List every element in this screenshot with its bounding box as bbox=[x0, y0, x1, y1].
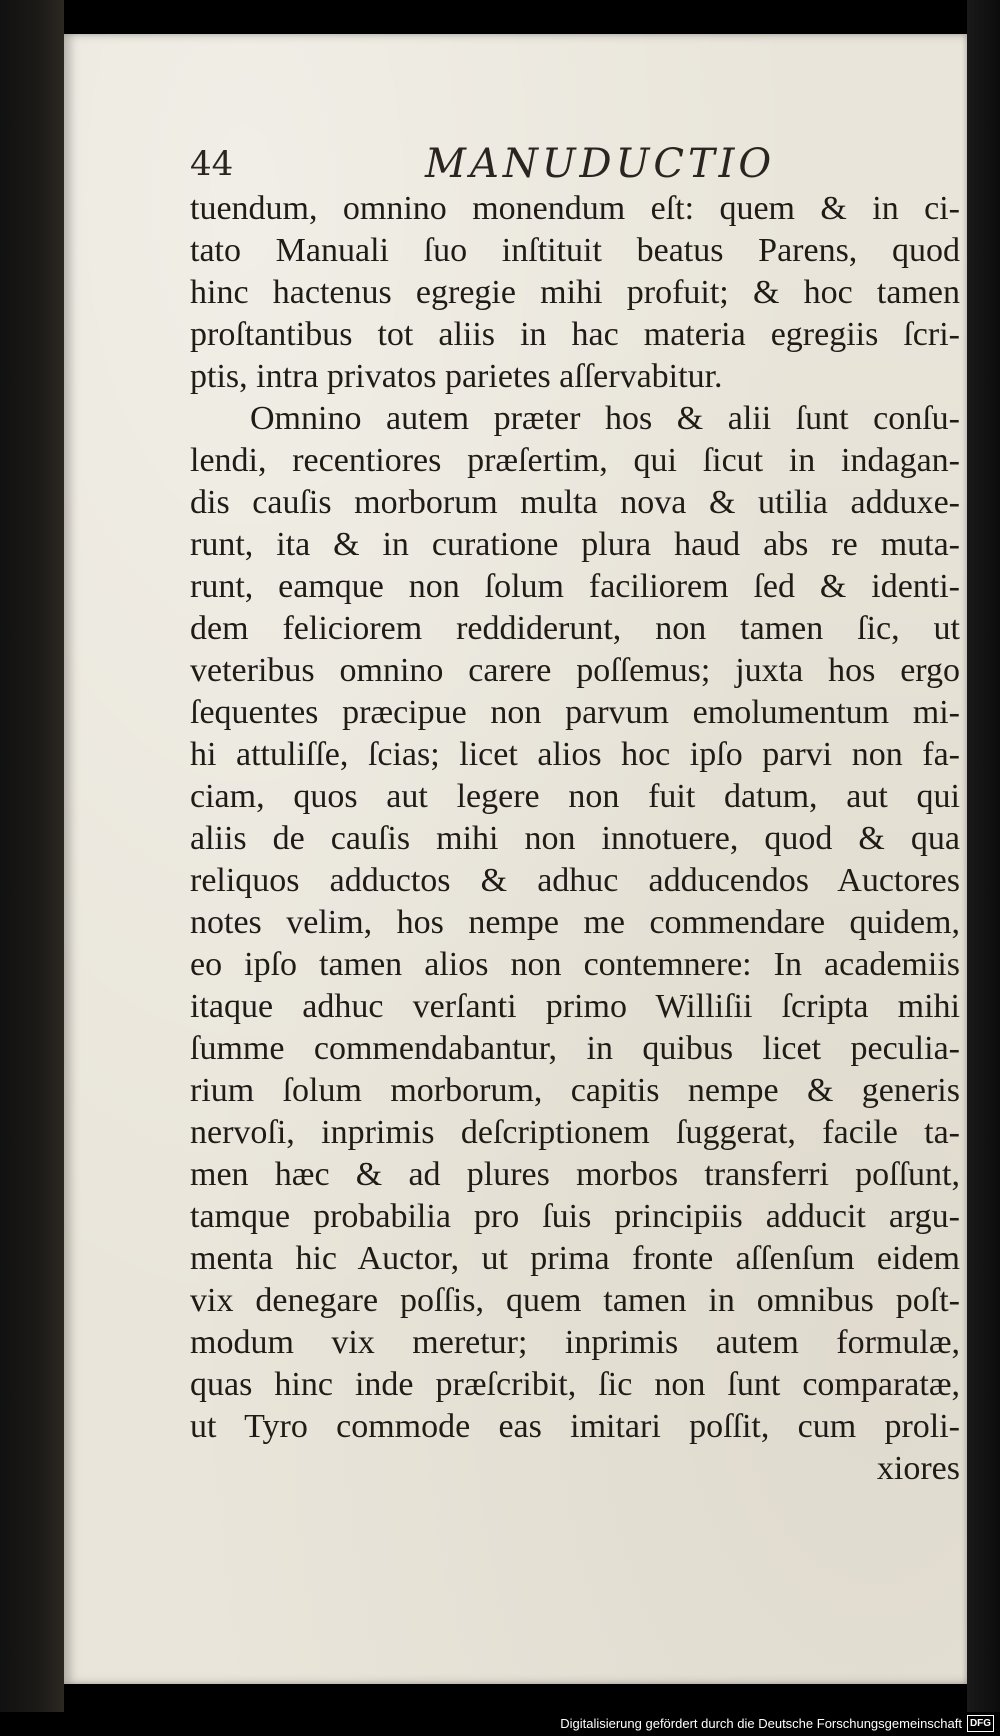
text-line: ut Tyro commode eas imitari poſſit, cum proli- bbox=[190, 1408, 960, 1445]
text-line: hinc hactenus egregie mihi profuit; & hoc tamen bbox=[190, 274, 960, 311]
text-line: quas hinc inde præſcribit, ſic non ſunt comparatæ, bbox=[190, 1366, 960, 1403]
text-line: runt, eamque non ſolum faciliorem ſed & identi- bbox=[190, 568, 960, 605]
text-line: Omnino autem præter hos & alii ſunt conſu- bbox=[250, 400, 960, 437]
footer-bar bbox=[0, 1712, 1000, 1736]
funding-credit: Digitalisierung gefördert durch die Deutsche Forschungsgemeinschaft bbox=[560, 1716, 962, 1731]
text-line: notes velim, hos nempe me commendare quidem, bbox=[190, 904, 960, 941]
text-line: lendi, recentiores præſertim, qui ſicut in indagan- bbox=[190, 442, 960, 479]
text-line: menta hic Auctor, ut prima fronte aſſenſum eidem bbox=[190, 1240, 960, 1277]
text-line: ſequentes præcipue non parvum emolumentum mi- bbox=[190, 694, 960, 731]
text-line: eo ipſo tamen alios non contemnere: In academiis bbox=[190, 946, 960, 983]
text-line: men hæc & ad plures morbos transferri poſſunt, bbox=[190, 1156, 960, 1193]
text-line: proſtantibus tot aliis in hac materia egregiis ſcri- bbox=[190, 316, 960, 353]
text-line: reliquos adductos & adhuc adducendos Auctores bbox=[190, 862, 960, 899]
book-cover-edge bbox=[0, 0, 64, 1712]
text-line: tato Manuali ſuo inſtituit beatus Parens, quod bbox=[190, 232, 960, 269]
text-line: ciam, quos aut legere non fuit datum, aut qui bbox=[190, 778, 960, 815]
text-line: tamque probabilia pro ſuis principiis adducit argu- bbox=[190, 1198, 960, 1235]
text-line: ptis, intra privatos parietes aſſervabitur. bbox=[190, 358, 723, 395]
text-line: dem feliciorem reddiderunt, non tamen ſic, ut bbox=[190, 610, 960, 647]
page-number: 44 bbox=[190, 144, 234, 184]
text-line: ſumme commendabantur, in quibus licet peculia- bbox=[190, 1030, 960, 1067]
viewer-right-edge bbox=[967, 0, 1000, 1712]
text-line: tuendum, omnino monendum eſt: quem & in ci- bbox=[190, 190, 960, 227]
text-line: modum vix meretur; inprimis autem formulæ, bbox=[190, 1324, 960, 1361]
text-line: vix denegare poſſis, quem tamen in omnibus poſt- bbox=[190, 1282, 960, 1319]
body-text bbox=[190, 188, 960, 1490]
text-line: runt, ita & in curatione plura haud abs re muta- bbox=[190, 526, 960, 563]
catchword: xiores bbox=[876, 1450, 960, 1487]
text-line: aliis de cauſis mihi non innotuere, quod & qua bbox=[190, 820, 960, 857]
text-line: hi attuliſſe, ſcias; licet alios hoc ipſo parvi non fa- bbox=[190, 736, 960, 773]
text-line: itaque adhuc verſanti primo Williſii ſcripta mihi bbox=[190, 988, 960, 1025]
dfg-logo: DFG bbox=[967, 1715, 994, 1732]
text-line: nervoſi, inprimis deſcriptionem ſuggerat, facile ta- bbox=[190, 1114, 960, 1151]
page-heading: MANUDUCTIO bbox=[425, 141, 776, 187]
text-line: veteribus omnino carere poſſemus; juxta hos ergo bbox=[190, 652, 960, 689]
text-line: rium ſolum morborum, capitis nempe & generis bbox=[190, 1072, 960, 1109]
text-line: dis cauſis morborum multa nova & utilia adduxe- bbox=[190, 484, 960, 521]
running-head bbox=[190, 140, 960, 188]
